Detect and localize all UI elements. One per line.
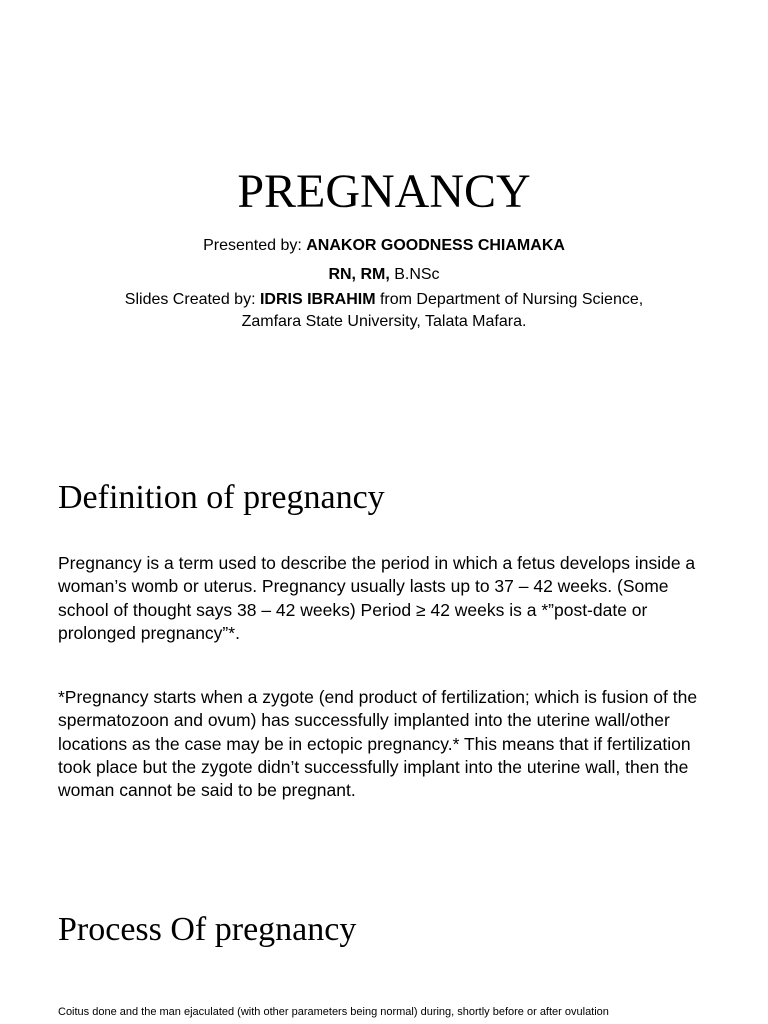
definition-paragraph-1: Pregnancy is a term used to describe the period in which a fetus develops inside a woman’s womb or uterus. Pregnancy usually lasts up to 37 – 42 weeks. (Some school of thought says 38 – 42 weeks) Period ≥ 42 weeks is a *”post-date or prolonged pregnancy”*.	[58, 553, 696, 643]
page-title: PREGNANCY	[237, 165, 531, 218]
credentials-line	[0, 260, 768, 289]
process-text: Coitus done and the man ejaculated (with other parameters being normal) during, shortly before or after ovulation	[58, 1006, 609, 1018]
title-subtitle-block	[0, 231, 768, 333]
slides-credit-line	[0, 289, 768, 311]
process-heading: Process Of pregnancy	[58, 911, 357, 948]
slides-credit-prefix: Slides Created by:	[124, 291, 260, 308]
definition-heading: Definition of pregnancy	[58, 479, 385, 516]
presenter-prefix: Presented by:	[203, 237, 307, 254]
credentials-bold: RN, RM,	[328, 266, 390, 283]
definition-paragraph-2: *Pregnancy starts when a zygote (end product of fertilization; which is fusion of the spermatozoon and ovum) has successfully implanted into the uterine wall/other locations as the case may be in ectopic pregnancy.* This means that if fertilization took place but the zygote didn’t successfully implant into the uterine wall, then the woman cannot be said to be pregnant.	[58, 687, 698, 801]
credentials-rest: B.NSc	[389, 266, 440, 283]
presenter-name: ANAKOR GOODNESS CHIAMAKA	[306, 237, 565, 254]
slides-credit-name: IDRIS IBRAHIM	[259, 291, 376, 308]
slides-credit-line2: Zamfara State University, Talata Mafara.	[241, 313, 527, 330]
presenter-line	[0, 231, 768, 260]
slides-credit-rest: from Department of Nursing Science,	[375, 291, 644, 308]
